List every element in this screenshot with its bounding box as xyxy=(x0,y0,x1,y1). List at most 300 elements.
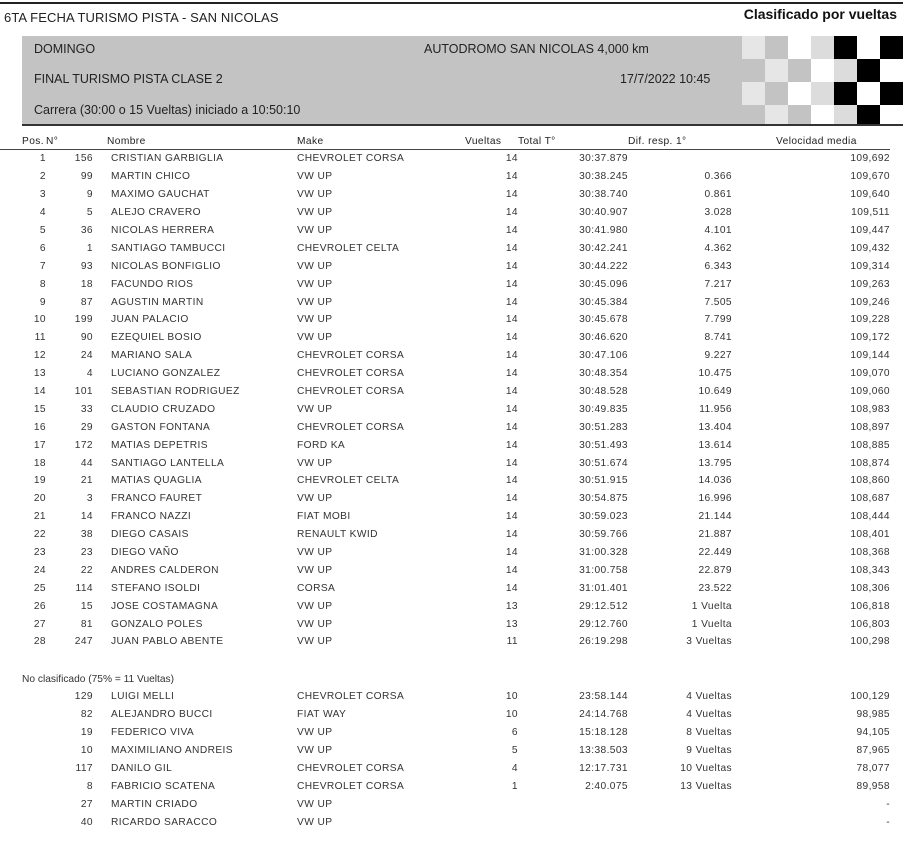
cell-pos: 24 xyxy=(33,564,46,576)
cell-total: 26:19.298 xyxy=(579,636,628,648)
cell-name: AGUSTIN MARTIN xyxy=(111,296,204,308)
cell-total: 30:37.879 xyxy=(579,153,628,165)
cell-vel: 109,144 xyxy=(850,350,890,362)
flag-square xyxy=(742,105,765,124)
flag-square xyxy=(742,36,765,59)
col-make: Make xyxy=(297,133,443,150)
cell-num: 247 xyxy=(74,636,93,648)
cell-laps: 14 xyxy=(505,296,518,308)
cell-laps: 14 xyxy=(505,171,518,183)
cell-name: NICOLAS HERRERA xyxy=(111,225,215,236)
cell-laps: 14 xyxy=(505,153,518,165)
cell-laps: 6 xyxy=(511,727,518,739)
cell-dif: 22.879 xyxy=(698,564,732,576)
cell-pos: 27 xyxy=(33,618,46,630)
result-row xyxy=(0,490,890,508)
cell-name: FABRICIO SCATENA xyxy=(111,780,216,792)
not-classified-row xyxy=(0,760,890,778)
cell-vel: 87,965 xyxy=(856,745,890,757)
cell-laps: 14 xyxy=(505,457,518,469)
flag-square xyxy=(788,59,811,82)
cell-vel: 109,070 xyxy=(850,368,890,380)
cell-total: 30:59.766 xyxy=(579,529,628,541)
cell-pos: 17 xyxy=(33,439,46,451)
cell-vel: 109,246 xyxy=(850,296,890,308)
cell-name: RICARDO SARACCO xyxy=(111,816,218,828)
not-classified-row xyxy=(0,777,890,795)
cell-dif: 13.795 xyxy=(698,457,732,469)
cell-laps: 14 xyxy=(505,582,518,594)
cell-vel: 109,511 xyxy=(851,207,890,219)
col-laps: Vueltas xyxy=(443,133,518,150)
cell-num: 99 xyxy=(80,171,93,183)
cell-dif: 8 Vueltas xyxy=(686,727,732,739)
not-classified-row xyxy=(0,706,890,724)
result-row xyxy=(0,293,890,311)
cell-num: 27 xyxy=(80,798,93,810)
result-row xyxy=(0,239,890,257)
cell-dif: 1 Vuelta xyxy=(691,600,732,612)
not-classified-row xyxy=(0,813,890,831)
cell-laps: 10 xyxy=(505,691,518,703)
result-row xyxy=(0,526,890,544)
not-classified-row xyxy=(0,742,890,760)
cell-num: 38 xyxy=(80,529,93,541)
cell-laps: 14 xyxy=(505,547,518,559)
cell-dif: 9.227 xyxy=(704,350,732,362)
cell-vel: 109,670 xyxy=(850,171,890,183)
cell-vel: 109,314 xyxy=(850,260,890,272)
cell-num: 156 xyxy=(74,153,93,165)
result-row xyxy=(0,508,890,526)
cell-num: 24 xyxy=(80,350,93,362)
cell-laps: 14 xyxy=(505,529,518,541)
cell-name: DIEGO VAÑO xyxy=(111,547,179,559)
cell-make: CHEVROLET CORSA xyxy=(297,421,405,433)
cell-name: FACUNDO RIOS xyxy=(111,278,194,290)
banner-day: DOMINGO xyxy=(34,42,96,56)
result-row xyxy=(0,579,890,597)
not-classified-row xyxy=(0,724,890,742)
cell-laps: 14 xyxy=(505,278,518,290)
cell-num: 23 xyxy=(80,547,93,559)
cell-num: 1 xyxy=(86,242,93,254)
cell-dif: 10.475 xyxy=(698,368,732,380)
flag-square xyxy=(857,105,880,124)
cell-laps xyxy=(443,813,518,831)
cell-dif xyxy=(628,795,732,813)
cell-dif: 0.366 xyxy=(704,171,732,183)
cell-dif: 4 Vueltas xyxy=(686,709,732,721)
cell-dif: 13.614 xyxy=(698,439,732,451)
cell-vel: 109,228 xyxy=(850,314,890,326)
cell-dif: 7.217 xyxy=(704,278,732,290)
cell-dif: 4 Vueltas xyxy=(686,691,732,703)
cell-num: 3 xyxy=(86,493,93,505)
cell-num: 10 xyxy=(80,745,93,757)
cell-dif: 23.522 xyxy=(698,582,732,594)
cell-make: CHEVROLET CORSA xyxy=(297,368,405,380)
cell-name: CRISTIAN GARBIGLIA xyxy=(111,153,224,165)
result-row xyxy=(0,472,890,490)
cell-name: SANTIAGO LANTELLA xyxy=(111,457,225,469)
cell-laps: 14 xyxy=(505,511,518,523)
cell-dif: 10.649 xyxy=(698,386,732,398)
result-row xyxy=(0,347,890,365)
flag-square xyxy=(811,59,834,82)
cell-vel: 108,368 xyxy=(850,547,890,559)
cell-vel: 108,897 xyxy=(850,421,890,433)
cell-laps: 14 xyxy=(505,189,518,201)
cell-name: FEDERICO VIVA xyxy=(111,727,195,739)
cell-pos: 7 xyxy=(39,260,46,272)
cell-laps: 14 xyxy=(505,564,518,576)
cell-total: 30:51.493 xyxy=(579,439,628,451)
result-row xyxy=(0,400,890,418)
cell-make: VW UP xyxy=(297,260,333,272)
cell-vel: 109,172 xyxy=(850,332,890,344)
cell-pos: 10 xyxy=(33,314,46,326)
banner-race-info: Carrera (30:00 o 15 Vueltas) iniciado a 10:50:10 xyxy=(34,103,301,117)
cell-num: 8 xyxy=(86,780,93,792)
cell-pos: 15 xyxy=(33,403,46,415)
col-num: N° xyxy=(46,133,93,150)
cell-num: 44 xyxy=(80,457,93,469)
cell-pos: 11 xyxy=(34,332,46,344)
cell-laps: 14 xyxy=(505,332,518,344)
cell-dif: 7.505 xyxy=(704,296,732,308)
cell-total: 30:51.283 xyxy=(579,421,628,433)
cell-total: 30:45.384 xyxy=(579,296,628,308)
cell-pos: 6 xyxy=(39,242,46,254)
cell-pos: 18 xyxy=(33,457,46,469)
cell-total: 29:12.512 xyxy=(579,600,628,612)
cell-num: 33 xyxy=(80,403,93,415)
cell-vel: 108,983 xyxy=(850,403,890,415)
cell-make: VW UP xyxy=(297,600,333,612)
flag-square xyxy=(811,105,834,124)
cell-dif: 3.028 xyxy=(704,207,732,219)
col-vel: Velocidad media xyxy=(732,133,890,150)
cell-vel: 108,401 xyxy=(850,529,890,541)
cell-pos: 25 xyxy=(33,582,46,594)
cell-vel: 108,874 xyxy=(850,457,890,469)
cell-make: CHEVROLET CORSA xyxy=(297,350,405,362)
cell-laps: 13 xyxy=(505,618,518,630)
cell-make: VW UP xyxy=(297,403,333,415)
cell-pos: 5 xyxy=(39,225,46,236)
cell-dif: 0.861 xyxy=(704,189,732,201)
cell-pos: 12 xyxy=(33,350,46,362)
flag-square xyxy=(880,36,903,59)
cell-vel: 109,263 xyxy=(850,278,890,290)
cell-pos: 20 xyxy=(33,493,46,505)
flag-square xyxy=(857,59,880,82)
cell-laps: 13 xyxy=(505,600,518,612)
flag-square xyxy=(857,36,880,59)
cell-total: 31:00.758 xyxy=(579,564,628,576)
cell-name: EZEQUIEL BOSIO xyxy=(111,332,202,344)
cell-dif: 3 Vueltas xyxy=(686,636,732,648)
flag-square xyxy=(788,82,811,105)
cell-total: 30:38.740 xyxy=(579,189,628,201)
flag-square xyxy=(857,82,880,105)
cell-total: 30:48.528 xyxy=(579,386,628,398)
cell-num: 36 xyxy=(80,225,93,236)
cell-make: VW UP xyxy=(297,493,333,505)
banner-session: FINAL TURISMO PISTA CLASE 2 xyxy=(34,72,223,86)
col-total: Total T° xyxy=(518,133,628,150)
cell-dif: 10 Vueltas xyxy=(680,763,732,774)
cell-total: 12:17.731 xyxy=(579,763,628,774)
flag-square xyxy=(765,36,788,59)
cell-vel: 108,444 xyxy=(850,511,890,523)
cell-total: 31:01.401 xyxy=(579,582,628,594)
result-row xyxy=(0,257,890,275)
cell-name: JOSE COSTAMAGNA xyxy=(111,600,219,612)
result-row xyxy=(0,544,890,562)
cell-total: 30:45.678 xyxy=(579,314,628,326)
cell-total: 30:51.674 xyxy=(579,457,628,469)
cell-num: 114 xyxy=(75,582,93,594)
cell-vel: 106,803 xyxy=(850,618,890,630)
cell-vel: 100,129 xyxy=(850,691,890,703)
cell-make: CORSA xyxy=(297,582,336,594)
cell-dif: 1 Vuelta xyxy=(691,618,732,630)
cell-dif xyxy=(628,150,732,168)
cell-num: 5 xyxy=(86,207,93,219)
result-row xyxy=(0,615,890,633)
cell-name: MAXIMO GAUCHAT xyxy=(111,189,210,201)
result-row xyxy=(0,329,890,347)
flag-square xyxy=(834,105,857,124)
cell-make: VW UP xyxy=(297,745,333,757)
cell-vel: 94,105 xyxy=(856,727,890,739)
cell-make: VW UP xyxy=(297,816,333,828)
cell-name: LUCIANO GONZALEZ xyxy=(111,368,221,380)
cell-num: 4 xyxy=(86,368,93,380)
cell-pos: 23 xyxy=(33,547,46,559)
top-rule xyxy=(0,2,903,4)
cell-num: 19 xyxy=(80,727,93,739)
flag-square xyxy=(765,59,788,82)
cell-total: 30:59.023 xyxy=(579,511,628,523)
not-classified-label: No clasificado (75% = 11 Vueltas) xyxy=(22,674,175,685)
cell-pos: 19 xyxy=(33,475,46,487)
col-pos: Pos. xyxy=(0,133,46,150)
result-row xyxy=(0,383,890,401)
cell-vel: 108,306 xyxy=(850,582,890,594)
cell-dif: 6.343 xyxy=(704,260,732,272)
cell-vel: 108,687 xyxy=(850,493,890,505)
cell-num: 87 xyxy=(80,296,93,308)
cell-laps xyxy=(443,795,518,813)
cell-num: 101 xyxy=(74,386,93,398)
cell-total: 30:38.245 xyxy=(579,171,628,183)
cell-pos: 3 xyxy=(39,189,46,201)
cell-name: MAXIMILIANO ANDREIS xyxy=(111,745,233,757)
cell-name: FRANCO NAZZI xyxy=(111,511,192,523)
cell-vel: 106,818 xyxy=(850,600,890,612)
not-classified-row xyxy=(0,795,890,813)
cell-vel: 89,958 xyxy=(856,780,890,792)
result-row xyxy=(0,365,890,383)
cell-name: GASTON FONTANA xyxy=(111,421,211,433)
cell-total: 23:58.144 xyxy=(579,691,628,703)
cell-pos xyxy=(0,813,46,831)
col-dif: Dif. resp. 1° xyxy=(628,133,732,150)
cell-make: VW UP xyxy=(297,225,333,236)
flag-square xyxy=(880,82,903,105)
cell-dif: 13 Vueltas xyxy=(680,780,732,792)
cell-make: VW UP xyxy=(297,314,333,326)
cell-laps: 14 xyxy=(505,386,518,398)
not-classified-table xyxy=(0,688,890,831)
banner-rule xyxy=(22,124,903,126)
cell-laps: 5 xyxy=(511,745,518,757)
cell-name: JUAN PABLO ABENTE xyxy=(111,636,224,648)
results-table xyxy=(0,133,890,651)
cell-pos: 16 xyxy=(33,421,46,433)
cell-name: NICOLAS BONFIGLIO xyxy=(111,260,221,272)
cell-pos: 9 xyxy=(39,296,46,308)
cell-vel: 109,060 xyxy=(850,386,890,398)
cell-total xyxy=(518,813,628,831)
cell-pos xyxy=(0,777,46,795)
cell-pos xyxy=(0,706,46,724)
cell-vel: 100,298 xyxy=(850,636,890,648)
cell-make: VW UP xyxy=(297,636,333,648)
cell-dif: 21.887 xyxy=(698,529,732,541)
result-row xyxy=(0,561,890,579)
cell-name: ALEJO CRAVERO xyxy=(111,207,201,219)
cell-total: 30:48.354 xyxy=(579,368,628,380)
cell-pos: 26 xyxy=(33,600,46,612)
cell-laps: 14 xyxy=(505,493,518,505)
flag-square xyxy=(834,36,857,59)
cell-dif: 4.101 xyxy=(704,225,732,236)
cell-num: 90 xyxy=(80,332,93,344)
cell-make: CHEVROLET CORSA xyxy=(297,780,405,792)
cell-pos: 8 xyxy=(39,278,46,290)
cell-pos: 1 xyxy=(39,153,46,165)
cell-num: 93 xyxy=(80,260,93,272)
cell-num: 22 xyxy=(80,564,93,576)
cell-pos: 14 xyxy=(33,386,46,398)
cell-total: 30:47.106 xyxy=(579,350,628,362)
cell-total: 30:54.875 xyxy=(579,493,628,505)
result-row xyxy=(0,222,890,240)
cell-vel: 108,343 xyxy=(850,564,890,576)
cell-laps: 1 xyxy=(511,780,518,792)
cell-total: 30:41.980 xyxy=(579,225,628,236)
cell-total: 30:51.915 xyxy=(579,475,628,487)
cell-pos xyxy=(0,742,46,760)
cell-make: VW UP xyxy=(297,547,333,559)
cell-laps: 4 xyxy=(511,763,518,774)
flag-square xyxy=(742,82,765,105)
result-row xyxy=(0,454,890,472)
cell-make: CHEVROLET CORSA xyxy=(297,691,405,703)
cell-make: VW UP xyxy=(297,618,333,630)
flag-square xyxy=(834,82,857,105)
cell-name: ANDRES CALDERON xyxy=(111,564,219,576)
cell-pos: 4 xyxy=(39,207,46,219)
cell-num: 199 xyxy=(74,314,93,326)
cell-dif: 11.956 xyxy=(699,403,732,415)
cell-laps: 14 xyxy=(505,225,518,236)
cell-total: 15:18.128 xyxy=(579,727,628,739)
cell-vel: 108,885 xyxy=(850,439,890,451)
cell-num: 21 xyxy=(80,475,93,487)
cell-vel: - xyxy=(886,816,890,828)
cell-make: CHEVROLET CORSA xyxy=(297,763,405,774)
cell-dif: 13.404 xyxy=(698,421,732,433)
cell-make: VW UP xyxy=(297,564,333,576)
cell-vel: 109,692 xyxy=(850,153,890,165)
cell-laps: 14 xyxy=(505,421,518,433)
flag-square xyxy=(880,105,903,124)
cell-total: 30:42.241 xyxy=(579,242,628,254)
cell-dif: 21.144 xyxy=(698,511,732,523)
flag-square xyxy=(765,82,788,105)
cell-num: 15 xyxy=(80,600,93,612)
cell-make: VW UP xyxy=(297,278,333,290)
cell-num: 81 xyxy=(80,618,93,630)
result-row xyxy=(0,204,890,222)
result-row xyxy=(0,275,890,293)
cell-make: VW UP xyxy=(297,727,333,739)
cell-num: 129 xyxy=(74,691,93,703)
cell-name: MATIAS DEPETRIS xyxy=(111,439,208,451)
result-row xyxy=(0,186,890,204)
cell-make: VW UP xyxy=(297,189,333,201)
cell-name: GONZALO POLES xyxy=(111,618,203,630)
cell-make: VW UP xyxy=(297,171,333,183)
cell-make: FIAT WAY xyxy=(297,709,347,721)
cell-vel: 78,077 xyxy=(856,763,890,774)
cell-pos xyxy=(0,795,46,813)
cell-name: LUIGI MELLI xyxy=(111,691,175,703)
cell-pos: 2 xyxy=(39,171,46,183)
cell-pos xyxy=(0,760,46,778)
classification-mode: Clasificado por vueltas xyxy=(743,6,897,22)
cell-total: 30:46.620 xyxy=(579,332,628,344)
cell-num: 9 xyxy=(86,189,93,201)
cell-make: VW UP xyxy=(297,798,333,810)
cell-total: 30:44.222 xyxy=(579,260,628,272)
cell-make: VW UP xyxy=(297,457,333,469)
cell-laps: 14 xyxy=(505,260,518,272)
cell-laps: 14 xyxy=(505,403,518,415)
result-row xyxy=(0,597,890,615)
cell-total: 13:38.503 xyxy=(579,745,628,757)
cell-vel: 109,432 xyxy=(850,242,890,254)
cell-name: ALEJANDRO BUCCI xyxy=(111,709,213,721)
cell-laps: 11 xyxy=(506,636,518,648)
cell-pos: 28 xyxy=(33,636,46,648)
cell-vel: - xyxy=(886,798,890,810)
cell-total: 30:40.907 xyxy=(579,207,628,219)
cell-num: 40 xyxy=(80,816,93,828)
cell-num: 172 xyxy=(74,439,93,451)
cell-name: SANTIAGO TAMBUCCI xyxy=(111,242,226,254)
cell-dif: 16.996 xyxy=(698,493,732,505)
cell-total: 29:12.760 xyxy=(579,618,628,630)
cell-vel: 109,447 xyxy=(850,225,890,236)
cell-make: CHEVROLET CORSA xyxy=(297,153,405,165)
checkered-flag-icon xyxy=(742,36,903,124)
